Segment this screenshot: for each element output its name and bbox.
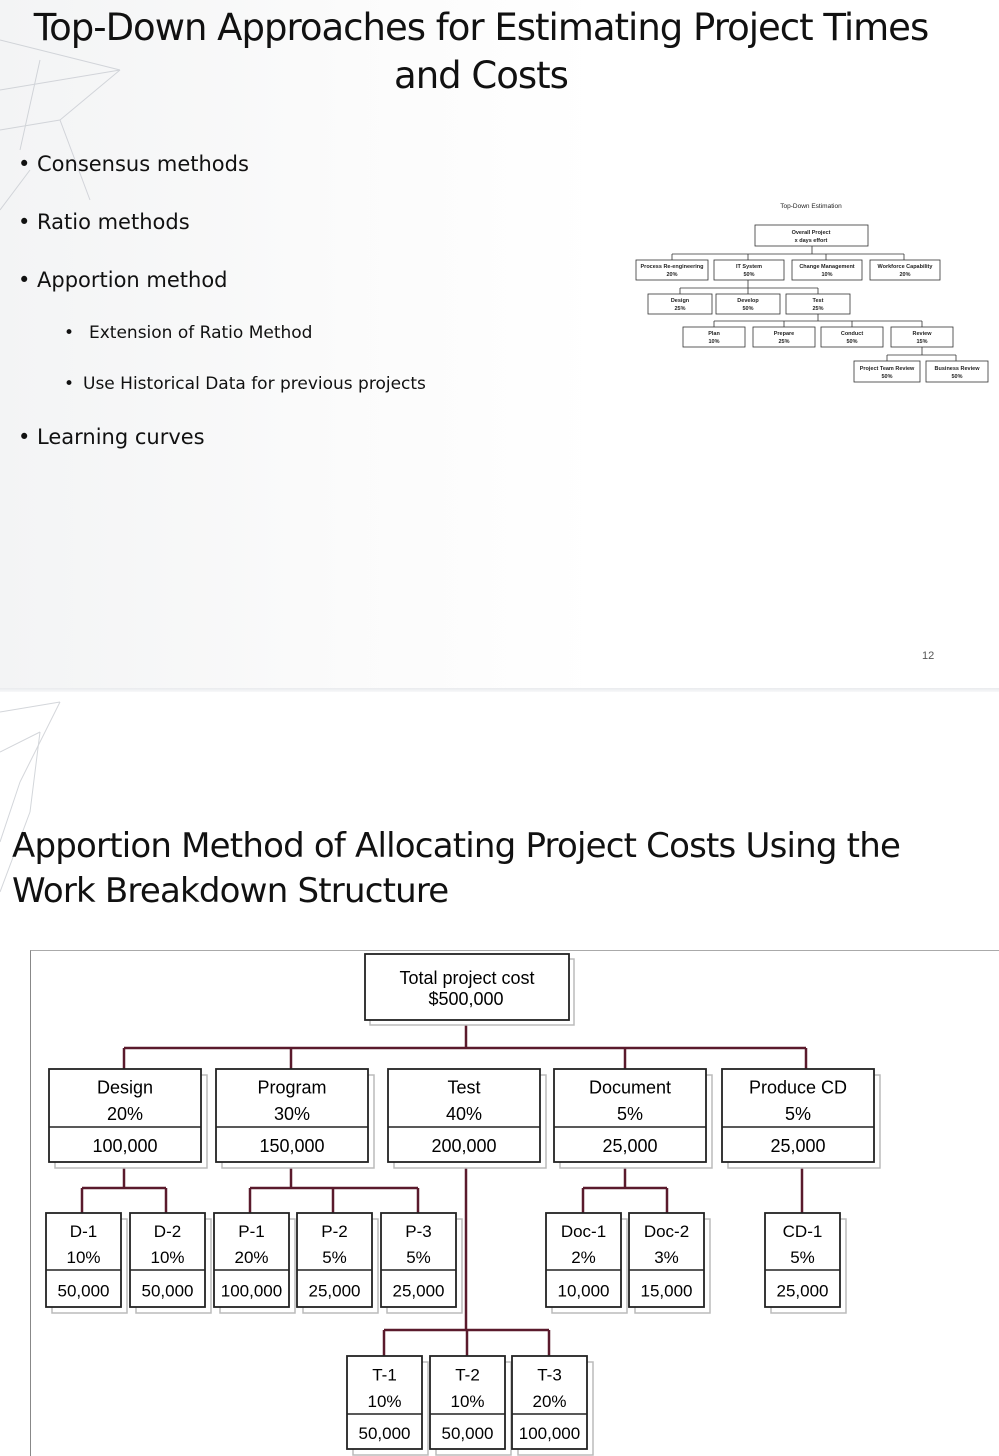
svg-text:25%: 25%: [812, 306, 824, 312]
work-package-box-percent: 2%: [571, 1248, 596, 1268]
work-package-box-percent: 5%: [406, 1248, 431, 1268]
work-package-box-name: D-1: [69, 1221, 98, 1241]
slide-1-title: [0, 4, 962, 100]
deliverable-box: [388, 1069, 546, 1168]
svg-text:IT System: IT System: [736, 264, 762, 270]
svg-text:25%: 25%: [778, 339, 790, 345]
slide-2-title: [12, 824, 900, 914]
slide-2: [0, 692, 999, 1456]
work-package-box: [765, 1213, 846, 1313]
svg-text:20%: 20%: [899, 272, 911, 278]
deliverable-box-amount: 25,000: [770, 1136, 826, 1157]
slide-2-title-line-1: Apportion Method of Allocating Project Costs Using the: [12, 826, 901, 866]
svg-text:50%: 50%: [846, 339, 858, 345]
work-package-box-amount: 100,000: [220, 1281, 283, 1301]
svg-text:Test: Test: [812, 298, 824, 304]
work-package-box-name: P-3: [405, 1221, 432, 1241]
svg-text:15%: 15%: [916, 339, 928, 345]
work-package-box: [297, 1213, 378, 1313]
work-package-box-name: P-1: [238, 1221, 265, 1241]
work-package-box-percent: 10%: [150, 1248, 185, 1268]
sub-bullet-item: • Use Historical Data for previous projects: [64, 374, 426, 394]
deliverable-box: [554, 1069, 712, 1168]
work-package-box-name: CD-1: [782, 1221, 823, 1241]
work-package-box: [130, 1213, 211, 1313]
test-package-box-name: T-1: [372, 1365, 397, 1385]
svg-text:Project Team Review: Project Team Review: [859, 366, 915, 372]
work-package-box-amount: 25,000: [308, 1281, 361, 1301]
bullet-item: • Apportion method: [18, 268, 228, 292]
test-package-box-amount: 50,000: [358, 1424, 411, 1444]
slide-1: [0, 0, 999, 692]
work-package-box-name: D-2: [153, 1221, 182, 1241]
svg-text:Overall Project: Overall Project: [791, 230, 831, 236]
wbs-cost-diagram: [0, 932, 999, 1456]
svg-text:x days effort: x days effort: [794, 238, 828, 244]
svg-text:Prepare: Prepare: [773, 331, 795, 337]
test-package-box-percent: 10%: [367, 1392, 402, 1412]
work-package-box-percent: 5%: [322, 1248, 347, 1268]
wbs-root-amount: $500,000: [428, 989, 504, 1009]
deliverable-box-amount: 25,000: [602, 1136, 658, 1157]
work-package-box-name: Doc-1: [560, 1221, 607, 1241]
bullet-item: • Ratio methods: [18, 210, 190, 234]
svg-text:Develop: Develop: [737, 298, 759, 304]
work-package-box-percent: 20%: [234, 1248, 269, 1268]
svg-text:Design: Design: [670, 298, 690, 304]
svg-text:Workforce Capability: Workforce Capability: [877, 264, 933, 270]
svg-text:25%: 25%: [674, 306, 686, 312]
work-package-box-amount: 50,000: [141, 1281, 194, 1301]
svg-text:Change Management: Change Management: [799, 264, 855, 270]
deliverable-box-percent: 5%: [616, 1104, 644, 1125]
test-package-box-percent: 20%: [532, 1392, 567, 1412]
work-package-box-percent: 3%: [654, 1248, 679, 1268]
slide-1-title-line-1: Top-Down Approaches for Estimating Project Times: [33, 6, 929, 49]
svg-text:50%: 50%: [742, 306, 754, 312]
deliverable-box-name: Test: [447, 1077, 481, 1098]
work-package-box-amount: 25,000: [392, 1281, 445, 1301]
slide-1-title-line-2: and Costs: [394, 54, 568, 97]
test-package-box: [512, 1356, 593, 1455]
svg-text:50%: 50%: [743, 272, 755, 278]
test-package-box-name: T-3: [537, 1365, 562, 1385]
bullet-item: • Learning curves: [18, 425, 205, 449]
deliverable-box-name: Produce CD: [748, 1077, 848, 1098]
page-number: 12: [922, 650, 935, 662]
test-package-box: [430, 1356, 511, 1455]
wbs-root-label: Total project cost: [399, 968, 535, 988]
svg-text:Conduct: Conduct: [840, 331, 864, 337]
svg-text:20%: 20%: [666, 272, 678, 278]
mini-chart-title: Top-Down Estimation: [780, 203, 842, 210]
deliverable-box: [216, 1069, 374, 1168]
work-package-box-percent: 5%: [790, 1248, 815, 1268]
test-package-box-amount: 100,000: [518, 1424, 581, 1444]
deliverable-box-percent: 20%: [106, 1104, 144, 1125]
work-package-box: [546, 1213, 627, 1313]
test-package-box-percent: 10%: [450, 1392, 485, 1412]
deliverable-box-name: Design: [96, 1077, 154, 1098]
svg-text:50%: 50%: [881, 374, 893, 380]
svg-text:Review: Review: [912, 331, 932, 337]
deliverable-box-percent: 30%: [273, 1104, 311, 1125]
deliverable-box-amount: 150,000: [259, 1136, 325, 1157]
bullet-item: • Consensus methods: [18, 152, 249, 176]
work-package-box: [629, 1213, 710, 1313]
test-package-box-name: T-2: [455, 1365, 480, 1385]
work-package-box-amount: 25,000: [776, 1281, 829, 1301]
svg-text:50%: 50%: [951, 374, 963, 380]
deliverable-box-name: Program: [257, 1077, 327, 1098]
work-package-box: [214, 1213, 295, 1313]
top-down-estimation-diagram: [630, 196, 990, 396]
svg-text:10%: 10%: [821, 272, 833, 278]
svg-text:Plan: Plan: [708, 331, 720, 337]
deliverable-box: [49, 1069, 207, 1168]
deliverable-box-percent: 40%: [445, 1104, 483, 1125]
work-package-box-amount: 10,000: [557, 1281, 610, 1301]
deliverable-box-amount: 200,000: [431, 1136, 497, 1157]
test-package-box: [347, 1356, 428, 1455]
sub-bullet-item: • Extension of Ratio Method: [64, 323, 313, 343]
deliverable-box: [722, 1069, 880, 1168]
svg-text:10%: 10%: [708, 339, 720, 345]
work-package-box-amount: 50,000: [57, 1281, 110, 1301]
work-package-box: [381, 1213, 462, 1313]
deliverable-box-amount: 100,000: [92, 1136, 158, 1157]
test-package-box-amount: 50,000: [441, 1424, 494, 1444]
work-package-box-name: P-2: [321, 1221, 348, 1241]
slide-2-title-line-2: Work Breakdown Structure: [12, 871, 449, 911]
wbs-root-box: [365, 954, 574, 1025]
work-package-box: [46, 1213, 127, 1313]
work-package-box-amount: 15,000: [640, 1281, 693, 1301]
svg-text:Process Re-engineering: Process Re-engineering: [640, 264, 704, 270]
deliverable-box-percent: 5%: [784, 1104, 812, 1125]
decorative-wire-graphic: [0, 0, 260, 690]
work-package-box-name: Doc-2: [643, 1221, 690, 1241]
deliverable-box-name: Document: [588, 1077, 672, 1098]
work-package-box-percent: 10%: [66, 1248, 101, 1268]
svg-text:Business Review: Business Review: [934, 366, 980, 372]
